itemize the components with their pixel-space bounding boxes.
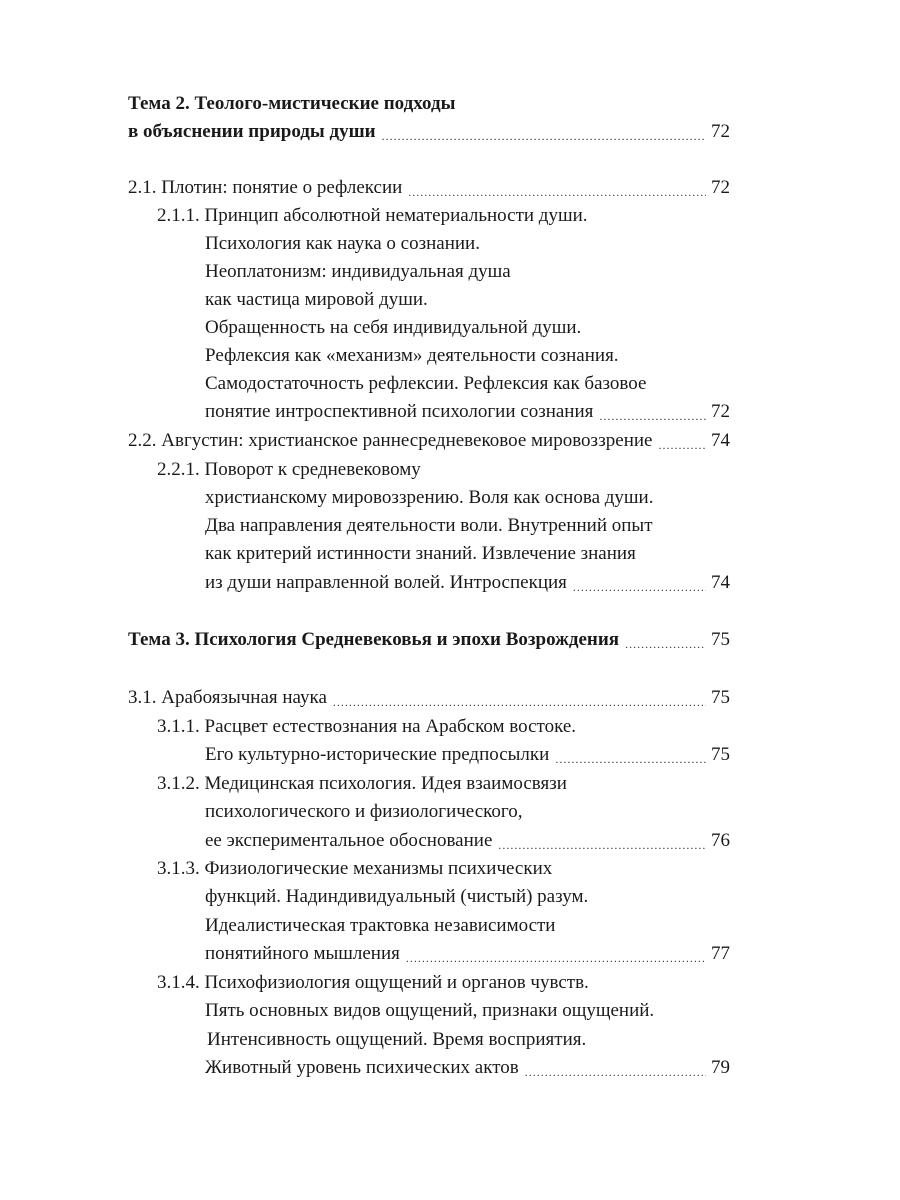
entry-text: Тема 3. Психология Средневековья и эпохи Возрождения xyxy=(128,629,620,650)
entry-text: из души направленной волей. Интроспекция xyxy=(205,572,567,593)
toc-line xyxy=(205,230,480,258)
topic-2-heading xyxy=(128,90,455,118)
topic-2-heading-cont xyxy=(128,118,730,146)
entry-text: в объяснении природы души xyxy=(128,121,376,142)
dot-leader xyxy=(658,435,706,455)
toc-line xyxy=(205,940,730,968)
entry-text: Психология как наука о сознании. xyxy=(205,233,480,254)
toc-section-3-1 xyxy=(128,684,730,712)
toc-line xyxy=(205,540,636,568)
entry-text: Интенсивность ощущений. Время восприятия. xyxy=(207,1029,587,1050)
entry-text: как критерий истинности знаний. Извлечение знания xyxy=(205,543,636,564)
entry-text: Его культурно-исторические предпосылки xyxy=(205,744,550,765)
entry-text: Рефлексия как «механизм» деятельности сознания. xyxy=(205,345,619,366)
toc-subsection-3-1-2 xyxy=(157,770,567,798)
toc-line xyxy=(205,258,511,286)
page-number: 76 xyxy=(711,830,730,851)
page-number: 72 xyxy=(711,401,730,422)
entry-text: Идеалистическая трактовка независимости xyxy=(205,915,556,936)
entry-text: 3.1.1. Расцвет естествознания на Арабском востоке. xyxy=(157,716,577,737)
toc-subsection-2-2-1 xyxy=(157,456,421,484)
dot-leader xyxy=(408,182,706,202)
toc-subsection-3-1-4 xyxy=(157,969,589,997)
toc-line xyxy=(205,484,653,512)
page-number: 74 xyxy=(711,572,730,593)
entry-text: Неоплатонизм: индивидуальная душа xyxy=(205,261,511,282)
entry-text: ее экспериментальное обоснование xyxy=(205,830,493,851)
entry-text: Тема 2. Теолого-мистические подходы xyxy=(128,93,456,114)
entry-text: Два направления деятельности воли. Внутренний опыт xyxy=(205,515,653,536)
toc-line xyxy=(205,883,588,911)
toc-section-2-1 xyxy=(128,174,730,202)
entry-text: 3.1.4. Психофизиология ощущений и органов чувств. xyxy=(157,972,589,993)
dot-leader xyxy=(625,634,706,654)
entry-text: 2.2. Августин: христианское раннесредневековое мировоззрение xyxy=(128,430,653,451)
entry-text: 3.1.3. Физиологические механизмы психических xyxy=(157,858,553,879)
page-number: 75 xyxy=(711,687,730,708)
toc-line xyxy=(205,398,730,426)
dot-leader xyxy=(382,126,706,146)
entry-text: 2.2.1. Поворот к средневековому xyxy=(157,459,421,480)
entry-text: понятие интроспективной психологии сознания xyxy=(205,401,594,422)
toc-line xyxy=(205,569,730,597)
entry-text: понятийного мышления xyxy=(205,943,400,964)
toc-line xyxy=(205,370,646,398)
entry-text: как частица мировой души. xyxy=(205,289,428,310)
page-number: 77 xyxy=(711,943,730,964)
toc-line xyxy=(205,912,555,940)
toc-line xyxy=(205,741,730,769)
entry-text: Животный уровень психических актов xyxy=(205,1057,519,1078)
entry-text: психологического и физиологического, xyxy=(205,801,523,822)
entry-text: Пять основных видов ощущений, признаки ощущений. xyxy=(205,1000,655,1021)
dot-leader xyxy=(573,577,706,597)
page-number: 79 xyxy=(711,1057,730,1078)
entry-text: функций. Надиндивидуальный (чистый) разум. xyxy=(205,886,589,907)
toc-line xyxy=(205,1054,730,1082)
topic-3-heading xyxy=(128,626,730,654)
toc-line xyxy=(205,827,730,855)
toc-line xyxy=(205,314,581,342)
entry-text: Обращенность на себя индивидуальной души. xyxy=(205,317,582,338)
toc-line xyxy=(205,342,619,370)
toc-section-2-2 xyxy=(128,427,730,455)
page-number: 72 xyxy=(711,121,730,142)
toc-subsection-3-1-3 xyxy=(157,855,552,883)
toc-line xyxy=(207,1026,586,1054)
entry-text: 3.1. Арабоязычная наука xyxy=(128,687,327,708)
entry-text: 2.1. Плотин: понятие о рефлексии xyxy=(128,177,403,198)
dot-leader xyxy=(406,948,706,968)
page-number: 72 xyxy=(711,177,730,198)
toc-subsection-3-1-1 xyxy=(157,713,576,741)
dot-leader xyxy=(498,835,706,855)
toc-subsection-2-1-1 xyxy=(157,202,588,230)
dot-leader xyxy=(599,406,706,426)
entry-text: 3.1.2. Медицинская психология. Идея взаимосвязи xyxy=(157,773,567,794)
page-number: 74 xyxy=(711,430,730,451)
toc-line xyxy=(205,286,428,314)
entry-text: 2.1.1. Принцип абсолютной нематериальности души. xyxy=(157,205,588,226)
dot-leader xyxy=(333,692,706,712)
toc-line xyxy=(205,512,653,540)
entry-text: Самодостаточность рефлексии. Рефлексия как базовое xyxy=(205,373,647,394)
toc-line xyxy=(205,997,654,1025)
page-number: 75 xyxy=(711,629,730,650)
toc-line xyxy=(205,798,522,826)
page-number: 75 xyxy=(711,744,730,765)
dot-leader xyxy=(525,1062,706,1082)
dot-leader xyxy=(555,749,706,769)
entry-text: христианскому мировоззрению. Воля как основа души. xyxy=(205,487,654,508)
